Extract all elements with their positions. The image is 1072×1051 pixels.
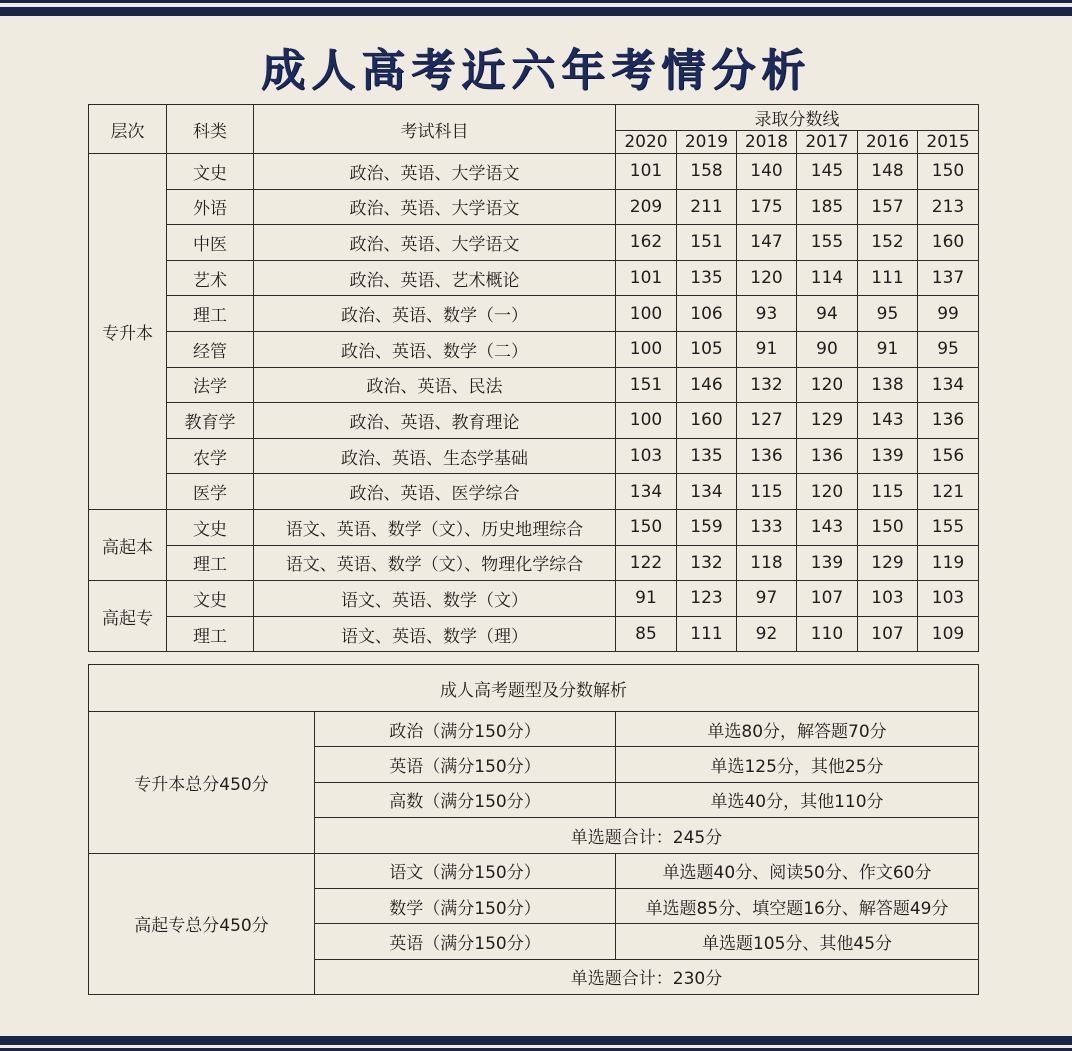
category-cell: 教育学 bbox=[167, 403, 254, 439]
category-cell: 文史 bbox=[167, 581, 254, 617]
score-cell: 85 bbox=[616, 616, 677, 652]
score-cell: 156 bbox=[918, 438, 979, 474]
score-cell: 91 bbox=[737, 331, 797, 367]
score-cell: 115 bbox=[858, 474, 918, 510]
score-cell: 211 bbox=[677, 189, 737, 225]
table-row bbox=[89, 438, 979, 474]
total-cell: 单选题合计：230分 bbox=[315, 959, 979, 994]
detail-cell: 单选40分，其他110分 bbox=[616, 782, 979, 817]
subjects-cell: 语文、英语、数学（文） bbox=[254, 581, 616, 617]
score-cell: 93 bbox=[737, 296, 797, 332]
score-cell: 209 bbox=[616, 189, 677, 225]
score-cell: 92 bbox=[737, 616, 797, 652]
score-cell: 213 bbox=[918, 189, 979, 225]
header-year: 2019 bbox=[677, 131, 737, 154]
score-cell: 110 bbox=[797, 616, 858, 652]
subjects-cell: 政治、英语、数学（二） bbox=[254, 331, 616, 367]
category-cell: 理工 bbox=[167, 616, 254, 652]
score-cell: 139 bbox=[797, 545, 858, 581]
score-cell: 90 bbox=[797, 331, 858, 367]
page-title: 成人高考近六年考情分析 bbox=[261, 45, 811, 96]
category-cell: 农学 bbox=[167, 438, 254, 474]
category-cell: 文史 bbox=[167, 509, 254, 545]
table-row bbox=[89, 260, 979, 296]
subject-cell: 语文（满分150分） bbox=[315, 853, 616, 888]
score-cell: 157 bbox=[858, 189, 918, 225]
subject-cell: 英语（满分150分） bbox=[315, 924, 616, 959]
header-category: 科类 bbox=[167, 105, 254, 154]
score-cell: 91 bbox=[616, 581, 677, 617]
category-cell: 经管 bbox=[167, 331, 254, 367]
score-cell: 150 bbox=[616, 509, 677, 545]
analysis-caption: 成人高考题型及分数解析 bbox=[89, 665, 979, 712]
score-cell: 111 bbox=[858, 260, 918, 296]
subjects-cell: 语文、英语、数学（理） bbox=[254, 616, 616, 652]
table-row bbox=[89, 545, 979, 581]
level-cell: 专升本 bbox=[89, 154, 167, 510]
score-cell: 155 bbox=[918, 509, 979, 545]
score-cell: 103 bbox=[858, 581, 918, 617]
score-cell: 94 bbox=[797, 296, 858, 332]
subjects-cell: 政治、英语、大学语文 bbox=[254, 189, 616, 225]
detail-cell: 单选80分，解答题70分 bbox=[616, 712, 979, 747]
category-cell: 中医 bbox=[167, 225, 254, 261]
score-cell: 148 bbox=[858, 154, 918, 190]
score-cell: 107 bbox=[858, 616, 918, 652]
top-border-thick bbox=[0, 7, 1072, 16]
category-cell: 理工 bbox=[167, 545, 254, 581]
score-cell: 127 bbox=[737, 403, 797, 439]
score-cell: 115 bbox=[737, 474, 797, 510]
score-cell: 160 bbox=[677, 403, 737, 439]
category-cell: 医学 bbox=[167, 474, 254, 510]
table-row bbox=[89, 474, 979, 510]
score-cell: 134 bbox=[918, 367, 979, 403]
table-row bbox=[89, 154, 979, 190]
score-cell: 136 bbox=[797, 438, 858, 474]
table-row bbox=[89, 581, 979, 617]
category-cell: 外语 bbox=[167, 189, 254, 225]
top-border-thin bbox=[0, 0, 1072, 3]
table-row bbox=[89, 189, 979, 225]
subject-cell: 政治（满分150分） bbox=[315, 712, 616, 747]
table-row bbox=[89, 712, 979, 747]
score-cell: 114 bbox=[797, 260, 858, 296]
score-cell: 134 bbox=[677, 474, 737, 510]
score-cell: 132 bbox=[677, 545, 737, 581]
score-cell: 100 bbox=[616, 331, 677, 367]
detail-cell: 单选题40分、阅读50分、作文60分 bbox=[616, 853, 979, 888]
score-cell: 185 bbox=[797, 189, 858, 225]
table-row bbox=[89, 616, 979, 652]
score-cell: 119 bbox=[918, 545, 979, 581]
subjects-cell: 政治、英语、民法 bbox=[254, 367, 616, 403]
header-cutoff: 录取分数线 bbox=[616, 105, 979, 131]
table-row bbox=[89, 853, 979, 888]
score-cell: 159 bbox=[677, 509, 737, 545]
score-cell: 140 bbox=[737, 154, 797, 190]
exam-structure-table bbox=[88, 664, 979, 995]
score-cell: 152 bbox=[858, 225, 918, 261]
score-cell: 146 bbox=[677, 367, 737, 403]
score-cell: 143 bbox=[858, 403, 918, 439]
score-cell: 129 bbox=[797, 403, 858, 439]
score-cell: 103 bbox=[918, 581, 979, 617]
table-row bbox=[89, 331, 979, 367]
score-cell: 111 bbox=[677, 616, 737, 652]
subjects-cell: 政治、英语、教育理论 bbox=[254, 403, 616, 439]
score-cell: 121 bbox=[918, 474, 979, 510]
score-cell: 136 bbox=[737, 438, 797, 474]
score-cell: 151 bbox=[677, 225, 737, 261]
score-cell: 129 bbox=[858, 545, 918, 581]
category-cell: 理工 bbox=[167, 296, 254, 332]
score-cell: 162 bbox=[616, 225, 677, 261]
category-cell: 文史 bbox=[167, 154, 254, 190]
score-cell: 145 bbox=[797, 154, 858, 190]
score-cell: 109 bbox=[918, 616, 979, 652]
score-cell: 133 bbox=[737, 509, 797, 545]
score-cell: 95 bbox=[858, 296, 918, 332]
subject-cell: 数学（满分150分） bbox=[315, 888, 616, 923]
score-cell: 101 bbox=[616, 154, 677, 190]
subjects-cell: 政治、英语、艺术概论 bbox=[254, 260, 616, 296]
score-cell: 132 bbox=[737, 367, 797, 403]
score-cell: 95 bbox=[918, 331, 979, 367]
subject-cell: 高数（满分150分） bbox=[315, 782, 616, 817]
detail-cell: 单选题85分、填空题16分、解答题49分 bbox=[616, 888, 979, 923]
section-label: 专升本总分450分 bbox=[89, 712, 315, 854]
score-cell: 100 bbox=[616, 403, 677, 439]
header-year: 2015 bbox=[918, 131, 979, 154]
score-cell: 135 bbox=[677, 438, 737, 474]
header-year: 2020 bbox=[616, 131, 677, 154]
score-cell: 136 bbox=[918, 403, 979, 439]
score-cell: 105 bbox=[677, 331, 737, 367]
score-cell: 160 bbox=[918, 225, 979, 261]
subject-cell: 英语（满分150分） bbox=[315, 747, 616, 782]
score-cell: 122 bbox=[616, 545, 677, 581]
subjects-cell: 政治、英语、医学综合 bbox=[254, 474, 616, 510]
score-cell: 91 bbox=[858, 331, 918, 367]
score-cell: 101 bbox=[616, 260, 677, 296]
table-row bbox=[89, 225, 979, 261]
score-cell: 147 bbox=[737, 225, 797, 261]
score-cell: 175 bbox=[737, 189, 797, 225]
score-cell: 103 bbox=[616, 438, 677, 474]
score-cell: 99 bbox=[918, 296, 979, 332]
score-cell: 123 bbox=[677, 581, 737, 617]
header-year: 2016 bbox=[858, 131, 918, 154]
category-cell: 艺术 bbox=[167, 260, 254, 296]
detail-cell: 单选题105分、其他45分 bbox=[616, 924, 979, 959]
level-cell: 高起本 bbox=[89, 509, 167, 580]
table-row bbox=[89, 403, 979, 439]
header-year: 2017 bbox=[797, 131, 858, 154]
subjects-cell: 政治、英语、大学语文 bbox=[254, 154, 616, 190]
score-cell: 118 bbox=[737, 545, 797, 581]
score-cell: 137 bbox=[918, 260, 979, 296]
cutoff-score-table bbox=[88, 104, 979, 652]
score-cell: 158 bbox=[677, 154, 737, 190]
table-row bbox=[89, 509, 979, 545]
score-cell: 120 bbox=[797, 367, 858, 403]
subjects-cell: 政治、英语、大学语文 bbox=[254, 225, 616, 261]
score-cell: 97 bbox=[737, 581, 797, 617]
subjects-cell: 政治、英语、生态学基础 bbox=[254, 438, 616, 474]
score-cell: 151 bbox=[616, 367, 677, 403]
score-cell: 143 bbox=[797, 509, 858, 545]
score-cell: 120 bbox=[737, 260, 797, 296]
header-level: 层次 bbox=[89, 105, 167, 154]
header-subjects: 考试科目 bbox=[254, 105, 616, 154]
subjects-cell: 政治、英语、数学（一） bbox=[254, 296, 616, 332]
category-cell: 法学 bbox=[167, 367, 254, 403]
score-cell: 135 bbox=[677, 260, 737, 296]
level-cell: 高起专 bbox=[89, 581, 167, 652]
table-row bbox=[89, 296, 979, 332]
section-label: 高起专总分450分 bbox=[89, 853, 315, 995]
score-cell: 139 bbox=[858, 438, 918, 474]
header-year: 2018 bbox=[737, 131, 797, 154]
score-cell: 106 bbox=[677, 296, 737, 332]
score-cell: 150 bbox=[918, 154, 979, 190]
score-cell: 155 bbox=[797, 225, 858, 261]
table-row bbox=[89, 367, 979, 403]
score-cell: 134 bbox=[616, 474, 677, 510]
total-cell: 单选题合计：245分 bbox=[315, 818, 979, 853]
detail-cell: 单选125分，其他25分 bbox=[616, 747, 979, 782]
bottom-border-thick bbox=[0, 1036, 1072, 1045]
subjects-cell: 语文、英语、数学（文）、历史地理综合 bbox=[254, 509, 616, 545]
score-cell: 107 bbox=[797, 581, 858, 617]
subjects-cell: 语文、英语、数学（文）、物理化学综合 bbox=[254, 545, 616, 581]
score-cell: 120 bbox=[797, 474, 858, 510]
score-cell: 150 bbox=[858, 509, 918, 545]
score-cell: 100 bbox=[616, 296, 677, 332]
score-cell: 138 bbox=[858, 367, 918, 403]
